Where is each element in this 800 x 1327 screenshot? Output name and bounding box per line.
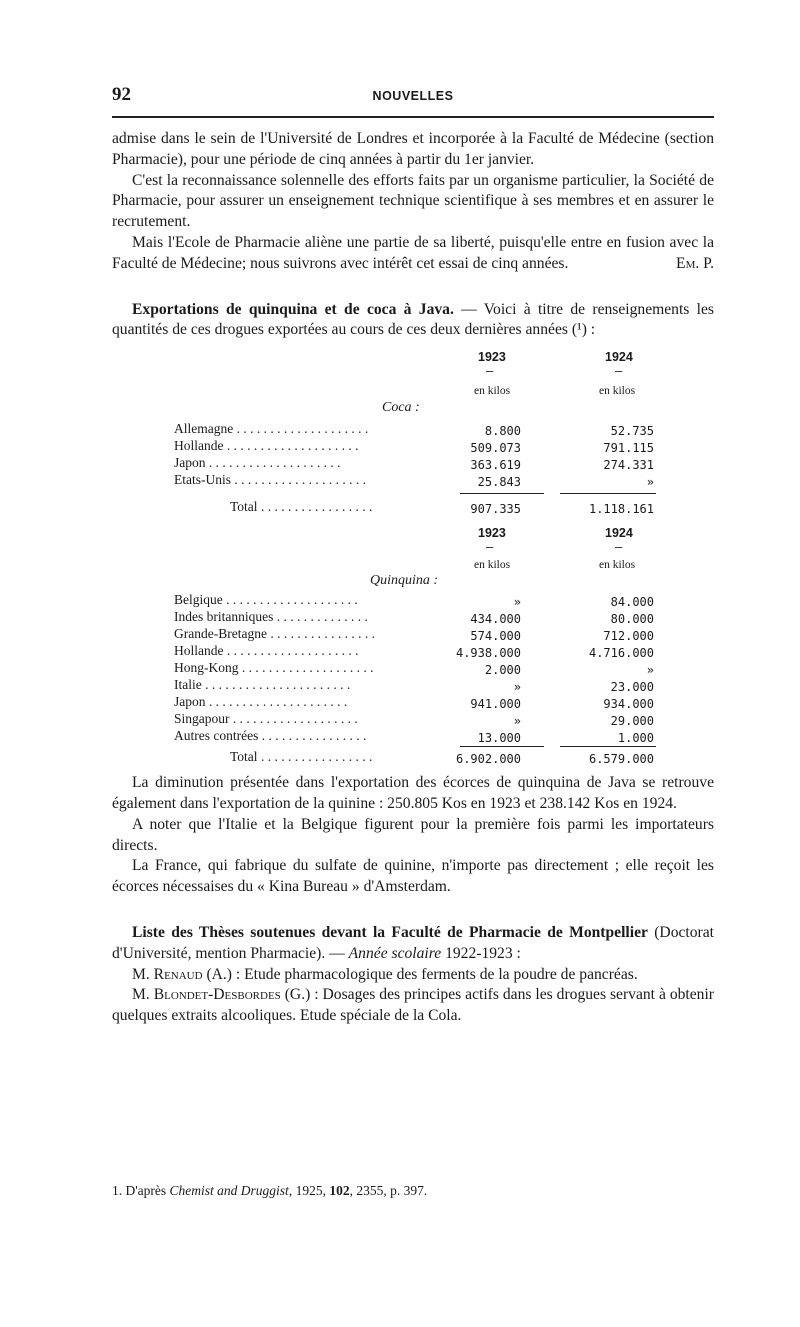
theses-subtitle: (Doctorat d'Université, mention Pharmacie). — (112, 923, 714, 962)
quinquina-country: Singapour (174, 711, 230, 727)
quinquina-value-1923: 4.938.000 (455, 646, 521, 661)
coca-row-label: Japon . . . . . . . . . . . . . . . . . . . . (174, 455, 341, 471)
coca-value-1923: 25.843 (477, 475, 521, 490)
after-table-paragraph-3: La France, qui fabrique du sulfate de quinine, n'importe pas directement ; elle reçoit les écorces nécessaises du « Kina Bureau » d'Amsterdam. (112, 857, 714, 896)
coca-value-1924: 52.735 (610, 424, 654, 439)
quinquina-value-1923: 13.000 (477, 731, 521, 746)
coca-year-1923: 1923 (478, 350, 506, 365)
quinquina-value-1924: 934.000 (603, 697, 654, 712)
footnote-rest: , 2355, p. 397. (349, 1183, 428, 1198)
quinquina-total-rule-1923 (460, 746, 544, 747)
quinquina-value-1923: » (513, 714, 521, 729)
coca-dash-1923: — (486, 364, 494, 379)
coca-total-1923: 907.335 (470, 502, 521, 517)
quinquina-row-label: Hollande . . . . . . . . . . . . . . . . . . . . (174, 643, 359, 659)
theses-year: 1922-1923 : (441, 944, 521, 962)
quinquina-value-1924: 1.000 (617, 731, 654, 746)
quinquina-total-1923: 6.902.000 (455, 752, 521, 767)
after-table-paragraph-2: A noter que l'Italie et la Belgique figurent pour la première fois parmi les importateurs directs. (112, 815, 714, 854)
theses-year-label: Année scolaire (348, 944, 442, 962)
intro-paragraph-3-text: Mais l'Ecole de Pharmacie aliène une partie de sa liberté, puisqu'elle entre en fusion avec la Faculté de Médecine; nous suivrons avec intérêt cet essai de cinq années. (112, 233, 714, 272)
exports-paragraph (112, 300, 714, 342)
coca-value-1923: 8.800 (484, 424, 521, 439)
quinquina-value-1923: 941.000 (470, 697, 521, 712)
quinquina-value-1924: 23.000 (610, 680, 654, 695)
quinquina-row-label: Belgique . . . . . . . . . . . . . . . . . . . . (174, 592, 358, 608)
thesis-author: M. Blondet-Desbordes (G.) (132, 986, 311, 1004)
thesis-item (112, 985, 714, 1027)
signature: Em. P. (676, 254, 714, 272)
exports-table (112, 345, 714, 767)
quinquina-row-label: Grande-Bretagne . . . . . . . . . . . . . . . . (174, 626, 375, 642)
coca-unit-1924: en kilos (599, 385, 636, 398)
intro-paragraph-2: C'est la reconnaissance solennelle des efforts faits par un organisme particulier, la Société de Pharmacie, pour assurer un enseignement technique scientifique à ses membres et en assurer le recrutement. (112, 171, 714, 231)
thesis-title: : Dosages des principes actifs dans les drogues servant à obtenir quelques extraits alcooliques. Etude spéciale de la Cola. (112, 986, 714, 1025)
quinquina-row-label: Indes britanniques . . . . . . . . . . . . . . (174, 609, 368, 625)
quinquina-country: Italie (174, 677, 202, 693)
coca-country: Hollande (174, 438, 224, 454)
quinquina-value-1924: 29.000 (610, 714, 654, 729)
quinquina-value-1924: 4.716.000 (588, 646, 654, 661)
footnote-journal: Chemist and Druggist (169, 1183, 289, 1198)
quinquina-year-1923: 1923 (478, 526, 506, 541)
running-head: NOUVELLES (372, 89, 454, 103)
quinquina-value-1924: » (646, 663, 654, 678)
coca-row-label: Allemagne . . . . . . . . . . . . . . . . . . . . (174, 421, 369, 437)
coca-unit-1923: en kilos (474, 385, 511, 398)
quinquina-row-label: Autres contrées . . . . . . . . . . . . . . . . (174, 728, 367, 744)
intro-paragraph-1: admise dans le sein de l'Université de Londres et incorporée à la Faculté de Médecine (section Pharmacie), pour une période de cinq années à partir du 1er janvier. (112, 130, 714, 168)
coca-value-1924: 274.331 (603, 458, 654, 473)
quinquina-row-label: Italie . . . . . . . . . . . . . . . . . . . . . . (174, 677, 351, 693)
quinquina-total-label: Total . . . . . . . . . . . . . . . . . (230, 749, 373, 765)
footnote-volume: 102 (329, 1183, 350, 1198)
quinquina-row-label: Japon . . . . . . . . . . . . . . . . . . . . . (174, 694, 348, 710)
coca-value-1923: 363.619 (470, 458, 521, 473)
coca-value-1923: 509.073 (470, 441, 521, 456)
footnote (112, 1183, 714, 1199)
quinquina-value-1924: 712.000 (603, 629, 654, 644)
footnote-year: , 1925, (288, 1183, 330, 1198)
header-rule (112, 116, 714, 118)
quinquina-value-1923: » (513, 680, 521, 695)
quinquina-total-1924: 6.579.000 (588, 752, 654, 767)
thesis-author: M. Renaud (A.) (132, 965, 233, 983)
quinquina-country: Grande-Bretagne (174, 626, 267, 642)
coca-total-rule-1923 (460, 493, 544, 494)
quinquina-value-1923: » (513, 595, 521, 610)
coca-total-1924: 1.118.161 (588, 502, 654, 517)
coca-total-text: Total (230, 499, 258, 515)
quinquina-country: Indes britanniques (174, 609, 274, 625)
quinquina-value-1923: 434.000 (470, 612, 521, 627)
coca-caption: Coca : (382, 400, 420, 416)
quinquina-value-1923: 574.000 (470, 629, 521, 644)
after-table-paragraph-1: La diminution présentée dans l'exportation des écorces de quinquina de Java se retrouve également dans l'exportation de la quinine : 250.805 Kos en 1923 et 238.142 Kos en 1924. (112, 774, 714, 812)
theses-title: Liste des Thèses soutenues devant la Faculté de Pharmacie de Montpellier (132, 923, 648, 941)
quinquina-caption: Quinquina : (370, 573, 439, 589)
quinquina-dash-1924: — (615, 540, 623, 555)
theses-paragraph (112, 923, 714, 965)
coca-row-label: Etats-Unis . . . . . . . . . . . . . . . . . . . . (174, 472, 366, 488)
quinquina-total-text: Total (230, 749, 258, 765)
quinquina-value-1923: 2.000 (484, 663, 521, 678)
quinquina-row-label: Singapour . . . . . . . . . . . . . . . . . . . (174, 711, 358, 727)
intro-paragraph-3 (112, 233, 714, 275)
quinquina-value-1924: 80.000 (610, 612, 654, 627)
page-header (112, 84, 714, 108)
coca-country: Etats-Unis (174, 472, 231, 488)
page-number: 92 (112, 84, 131, 105)
quinquina-year-1924: 1924 (605, 526, 633, 541)
footnote-prefix: 1. D'après (112, 1183, 170, 1198)
coca-row-label: Hollande . . . . . . . . . . . . . . . . . . . . (174, 438, 359, 454)
quinquina-dash-1923: — (486, 540, 494, 555)
quinquina-value-1924: 84.000 (610, 595, 654, 610)
coca-total-label: Total . . . . . . . . . . . . . . . . . (230, 499, 373, 515)
coca-country: Allemagne (174, 421, 234, 437)
quinquina-unit-1923: en kilos (474, 559, 511, 572)
coca-year-1924: 1924 (605, 350, 633, 365)
quinquina-country: Japon (174, 694, 206, 710)
thesis-title: : Etude pharmacologique des ferments de la poudre de pancréas. (232, 965, 638, 983)
quinquina-country: Belgique (174, 592, 223, 608)
quinquina-total-rule-1924 (560, 746, 656, 747)
exports-title: Exportations de quinquina et de coca à Java. (132, 300, 454, 318)
quinquina-country: Hong-Kong (174, 660, 239, 676)
exports-intro: — Voici à titre de renseignements les quantités de ces drogues exportées au cours de ces deux dernières années (¹) : (112, 300, 714, 339)
coca-value-1924: » (646, 475, 654, 490)
coca-value-1924: 791.115 (603, 441, 654, 456)
thesis-item (112, 965, 714, 986)
coca-total-rule-1924 (560, 493, 656, 494)
quinquina-unit-1924: en kilos (599, 559, 636, 572)
page (112, 0, 714, 1327)
coca-country: Japon (174, 455, 206, 471)
article-body (112, 129, 714, 1027)
coca-dash-1924: — (615, 364, 623, 379)
quinquina-country: Autres contrées (174, 728, 259, 744)
quinquina-row-label: Hong-Kong . . . . . . . . . . . . . . . . . . . . (174, 660, 374, 676)
quinquina-country: Hollande (174, 643, 224, 659)
